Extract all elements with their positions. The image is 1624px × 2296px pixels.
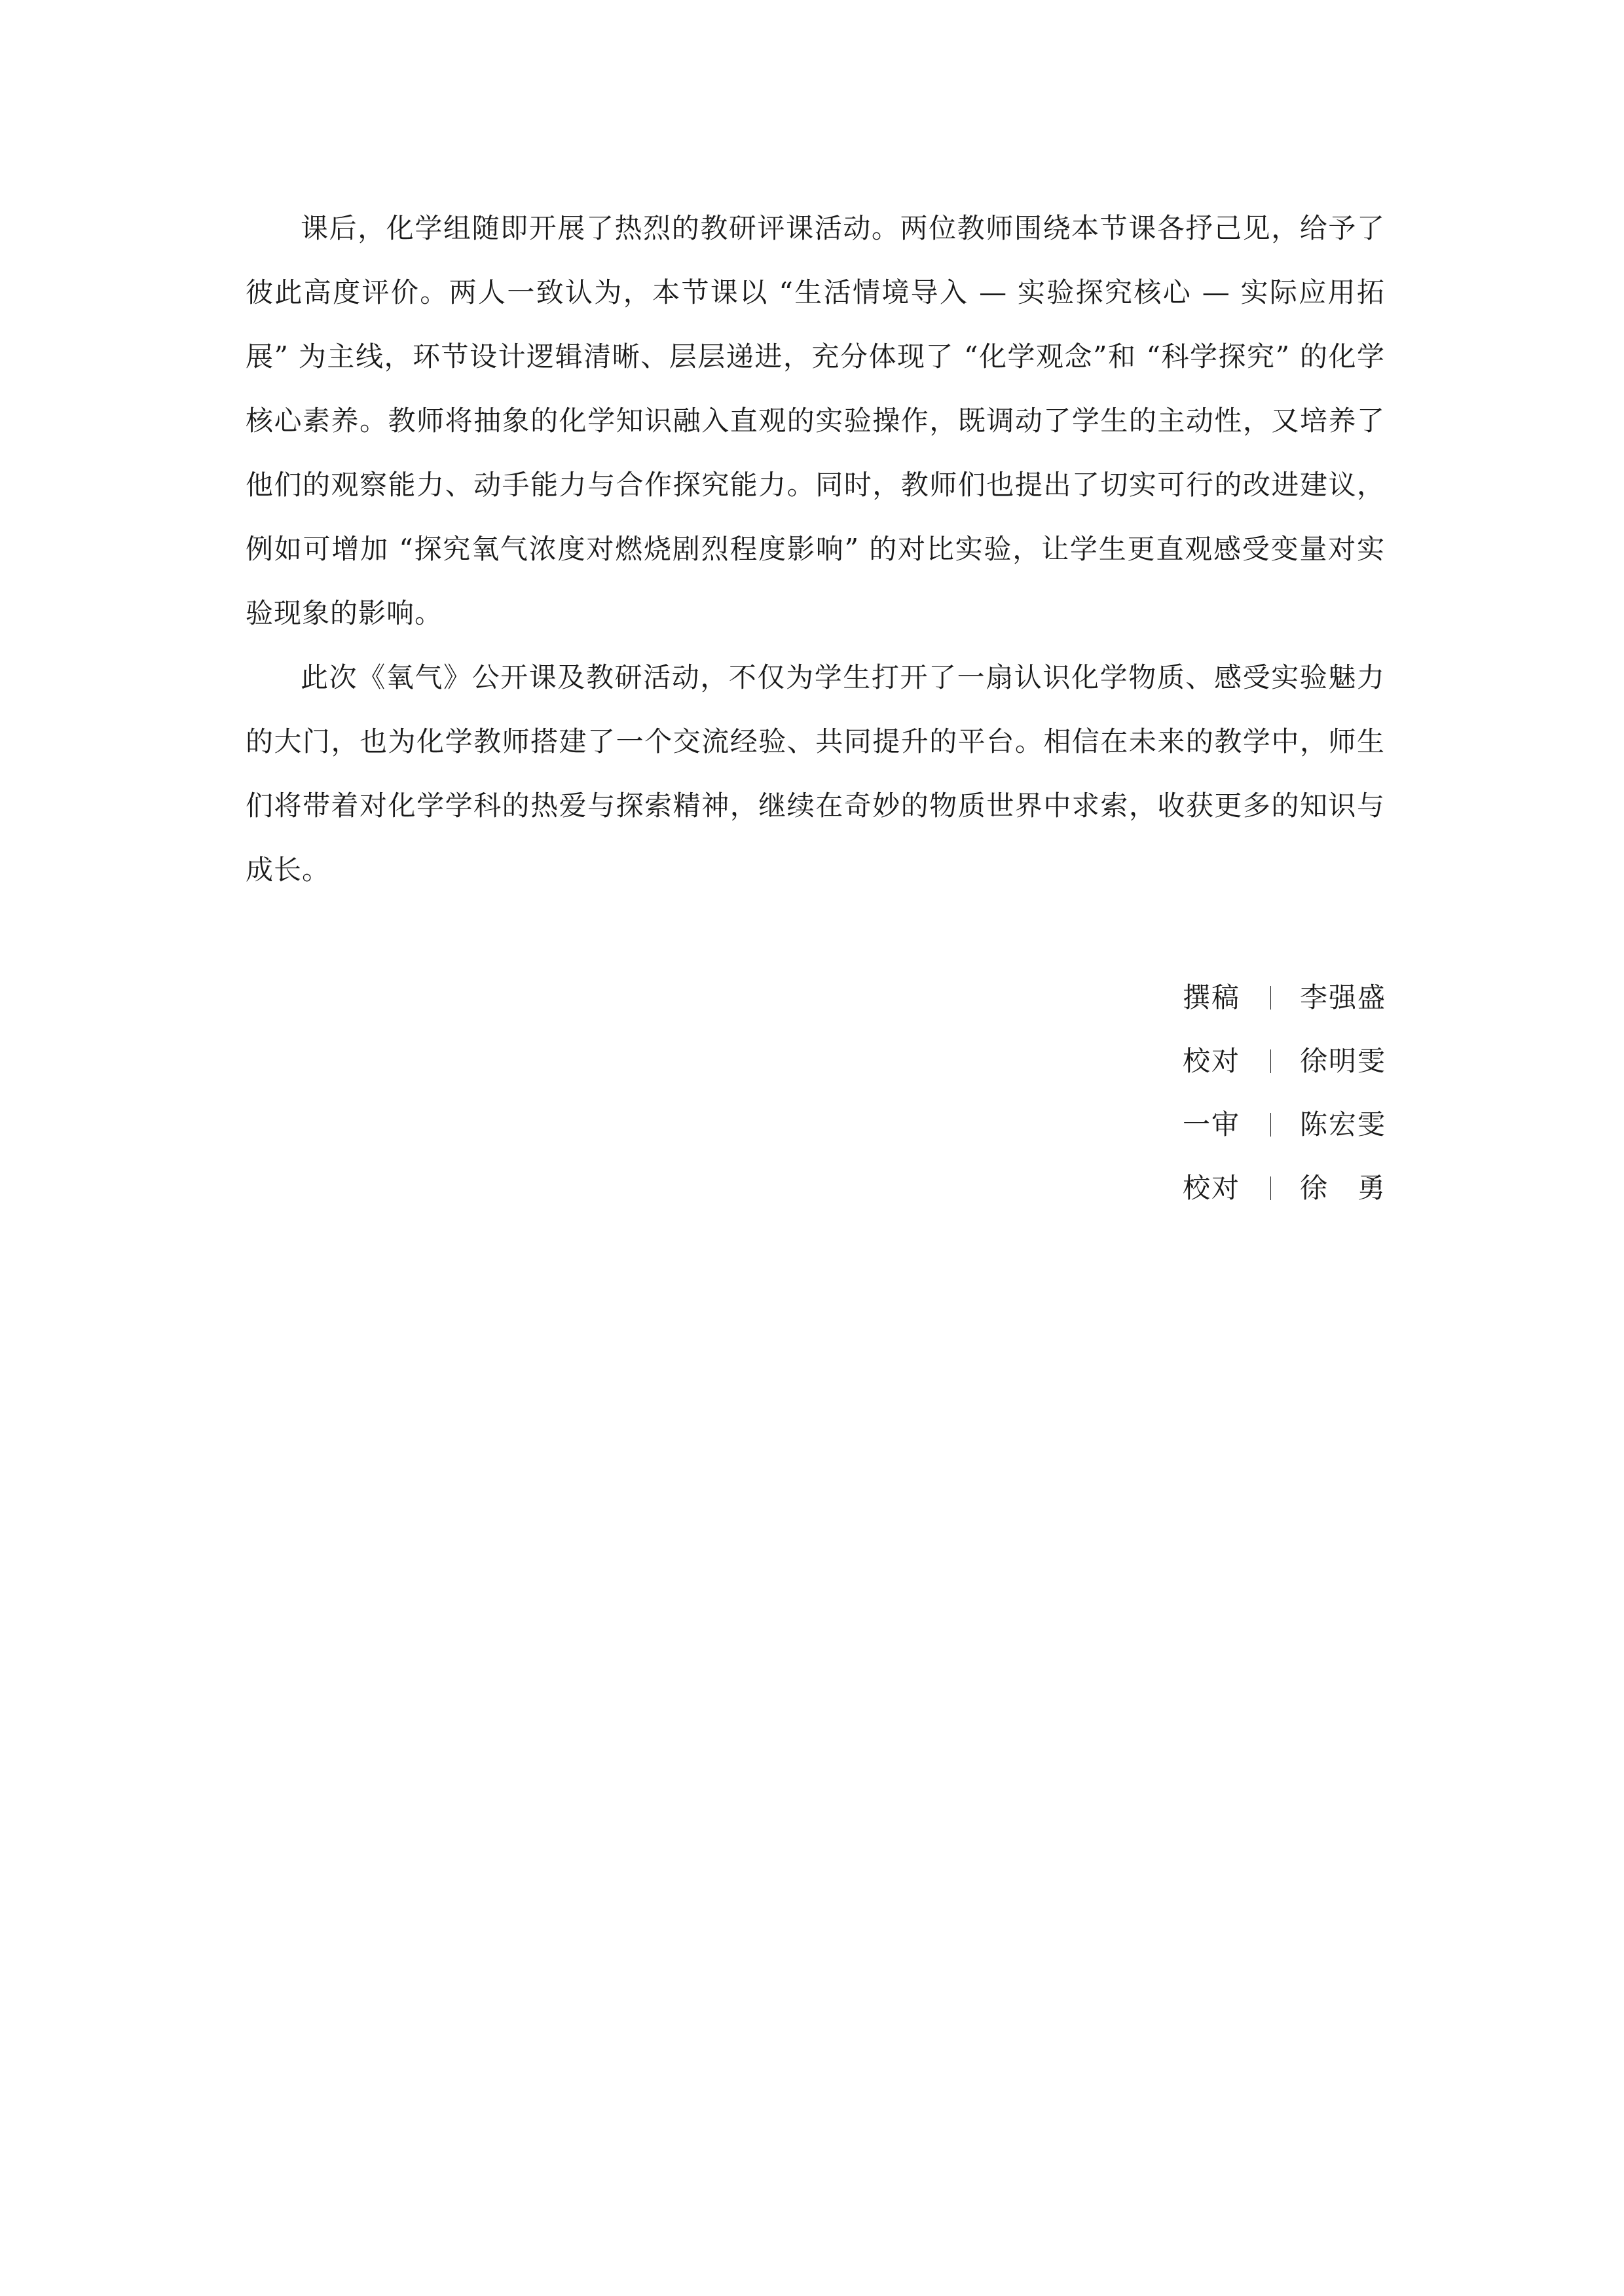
- credit-name: 徐 勇: [1300, 1172, 1385, 1204]
- credit-row-first-review: [1183, 1093, 1385, 1156]
- credit-separator: [1270, 986, 1271, 1010]
- article-body: [246, 196, 1385, 902]
- credit-role: 撰稿: [1183, 981, 1241, 1013]
- credit-separator: [1270, 1113, 1271, 1137]
- credit-separator: [1270, 1176, 1271, 1200]
- credits-block: [1183, 966, 1385, 1220]
- credit-name: 李强盛: [1300, 981, 1385, 1013]
- credit-row-proofreader: [1183, 1029, 1385, 1093]
- credit-separator: [1270, 1049, 1271, 1073]
- credit-role: 校对: [1183, 1172, 1241, 1204]
- credit-name: 陈宏雯: [1300, 1108, 1385, 1140]
- credit-row-final-proofreader: [1183, 1156, 1385, 1220]
- credit-row-writer: [1183, 966, 1385, 1029]
- paragraph-evaluation: 课后，化学组随即开展了热烈的教研评课活动。两位教师围绕本节课各抒己见，给予了彼此高度评价。两人一致认为，本节课以 “生活情境导入 — 实验探究核心 — 实际应用拓展” 为主线，环节设计逻辑清晰、层层递进，充分体现了 “化学观念”和 “科学探究” 的化学核心素养。教师将抽象的化学知识融入直观的实验操作，既调动了学生的主动性，又培养了他们的观察能力、动手能力与合作探究能力。同时，教师们也提出了切实可行的改进建议，例如可增加 “探究氧气浓度对燃烧剧烈程度影响” 的对比实验，让学生更直观感受变量对实验现象的影响。: [246, 212, 1385, 629]
- credit-role: 一审: [1183, 1108, 1241, 1140]
- paragraph-conclusion: 此次《氧气》公开课及教研活动，不仅为学生打开了一扇认识化学物质、感受实验魅力的大门，也为化学教师搭建了一个交流经验、共同提升的平台。相信在未来的教学中，师生们将带着对化学学科的热爱与探索精神，继续在奇妙的物质世界中求索，收获更多的知识与成长。: [246, 661, 1385, 886]
- credit-name: 徐明雯: [1300, 1045, 1385, 1077]
- credit-role: 校对: [1183, 1045, 1241, 1077]
